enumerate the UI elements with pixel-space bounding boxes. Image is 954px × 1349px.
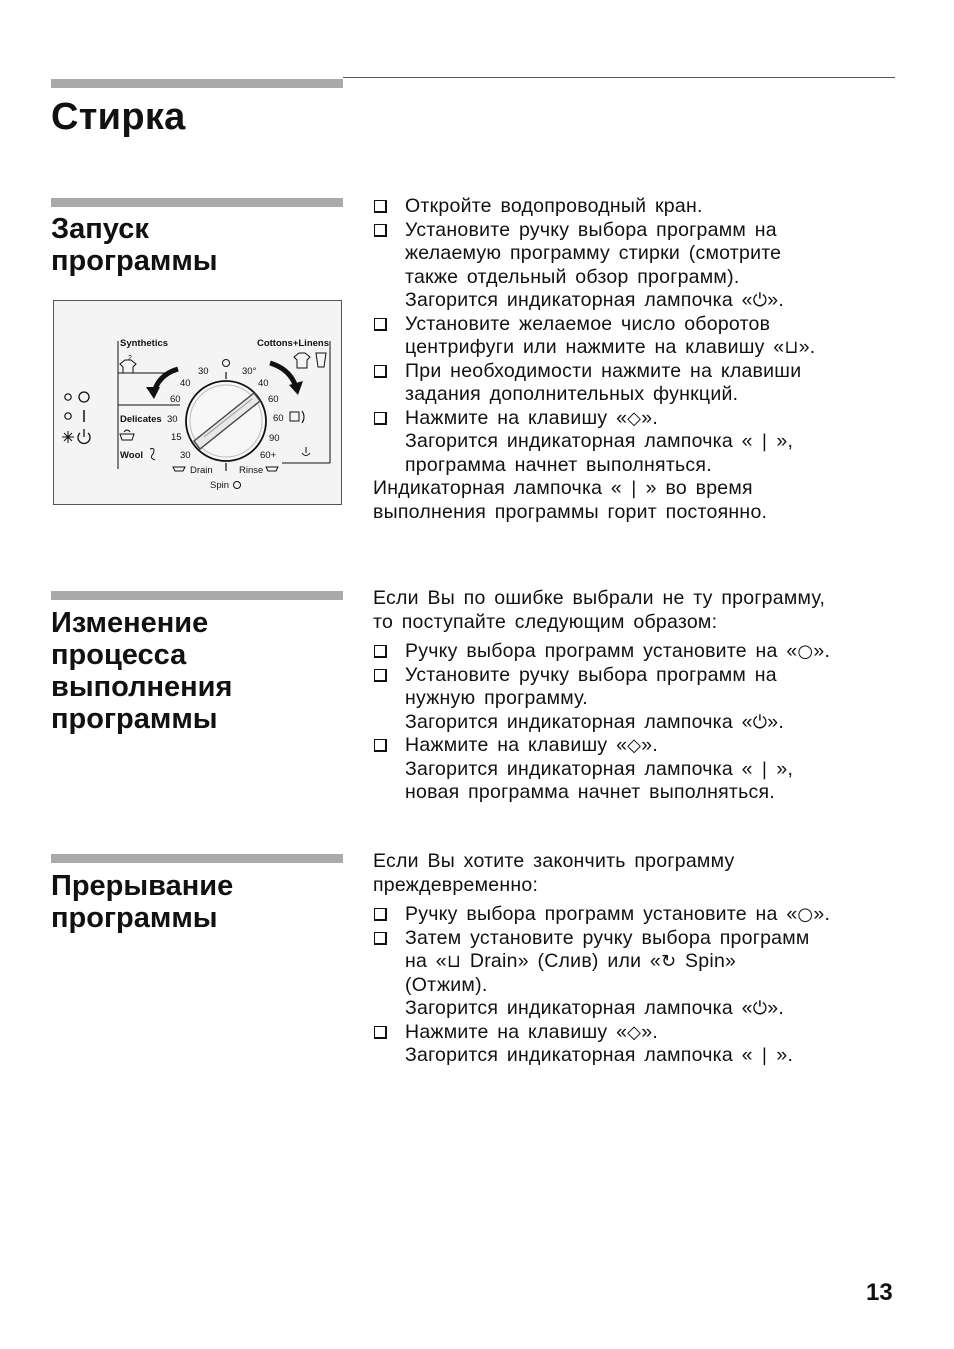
drain-icon: ⊔ <box>446 951 462 972</box>
power-icon: ⏻ <box>752 711 768 733</box>
header-rule-thick <box>51 79 343 88</box>
off-circle-icon: ○ <box>797 641 814 662</box>
dial-temp: 60 <box>273 413 284 424</box>
title-line: Прерывание <box>51 870 234 902</box>
label-drain: Drain <box>190 465 213 476</box>
checkbox-bullet-icon <box>374 739 387 752</box>
list-item: Затем установите ручку выбора программ на «⊔ Drain» (Слив) или «↻ Spin» (Отжим). Загорится индикаторная лампочка «⏻». <box>373 927 903 1021</box>
off-circle-icon: ○ <box>797 904 814 925</box>
section-title-change <box>51 607 232 735</box>
title-line: Изменение <box>51 607 209 639</box>
dial-temp: 60 <box>268 394 279 405</box>
spin-icon <box>234 482 241 489</box>
checkbox-bullet-icon <box>374 1026 387 1039</box>
power-icon: ⏻ <box>752 998 768 1019</box>
cotton-shirt-icon <box>294 353 310 368</box>
dial-temp: 30 <box>167 414 178 425</box>
power-icon: ⏻ <box>752 290 768 311</box>
checkbox-bullet-icon <box>374 365 387 378</box>
section-rule-cancel <box>51 854 343 863</box>
dial-temp: 2 <box>128 355 132 362</box>
checkbox-bullet-icon <box>374 932 387 945</box>
control-panel-illustration <box>53 300 342 505</box>
change-instructions <box>373 587 903 805</box>
page-number: 13 <box>866 1279 893 1306</box>
dial-temp: 60+ <box>260 450 277 461</box>
indicator-bar-icon: | <box>630 478 638 499</box>
arrow-right-icon <box>270 363 296 387</box>
list-item: Установите ручку выбора программ на желаемую программу стирки (смотрите также отдельный обзор программ). Загорится индикаторная лампочка «⏻». <box>373 219 903 313</box>
checkbox-bullet-icon <box>374 908 387 921</box>
rinse-tub-icon <box>266 467 278 471</box>
intro-text: Если Вы по ошибке выбрали не ту программу, то поступайте следующим образом: <box>373 587 826 633</box>
off-circle-icon <box>79 392 89 402</box>
list-item: Откройте водопроводный кран. <box>373 195 903 219</box>
checkbox-bullet-icon <box>374 412 387 425</box>
label-rinse: Rinse <box>239 465 264 476</box>
intro-text: Если Вы хотите закончить программу преждевременно: <box>373 850 735 896</box>
start-instructions <box>373 195 903 524</box>
start-icon: ◇ <box>627 735 642 756</box>
dial-temp: 60 <box>170 394 181 405</box>
dial-temp: 30 <box>198 366 209 377</box>
section-title-start <box>51 213 218 277</box>
page-title: Стирка <box>51 96 186 138</box>
sun-lamp-icon <box>62 431 74 443</box>
header-rule-thin <box>343 77 895 78</box>
indicator-bar-icon: | <box>761 431 768 452</box>
drain-icon <box>173 467 185 471</box>
dial-temp: 30° <box>242 366 257 377</box>
list-item: Установите ручку выбора программ на нужную программу. Загорится индикаторная лампочка «⏻». <box>373 664 903 735</box>
title-line: программы <box>51 703 218 735</box>
title-line: программы <box>51 902 218 934</box>
label-spin: Spin <box>210 480 230 491</box>
dial-temp: 30 <box>180 450 191 461</box>
indicator-bar-icon: | <box>761 1045 768 1066</box>
label-cottons-linens: Cottons+Linens <box>256 338 329 349</box>
note-text: Индикаторная лампочка « | » во время выполнения программы горит постоянно. <box>373 477 768 523</box>
start-icon: ◇ <box>627 407 642 429</box>
rinse-icon <box>302 447 310 456</box>
label-synthetics: Synthetics <box>120 338 169 349</box>
list-item: Ручку выбора программ установите на «○». <box>373 640 903 664</box>
start-icon: ◇ <box>627 1021 642 1043</box>
label-wool: Wool <box>120 450 144 461</box>
program-dial <box>186 381 266 461</box>
dial-temp: 40 <box>258 378 269 389</box>
list-item: Ручку выбора программ установите на «○». <box>373 903 903 927</box>
checkbox-bullet-icon <box>374 200 387 213</box>
wool-icon <box>150 449 155 460</box>
checkbox-bullet-icon <box>374 224 387 237</box>
title-line: программы <box>51 245 218 277</box>
dial-temp: 90 <box>269 433 280 444</box>
title-line: Запуск <box>51 213 149 245</box>
checkbox-bullet-icon <box>374 645 387 658</box>
spin-icon: ↻ <box>661 951 677 972</box>
title-line: выполнения <box>51 671 233 703</box>
section-rule-start <box>51 198 343 207</box>
list-item: Нажмите на клавишу «◇». Загорится индикаторная лампочка « | », новая программа начнет выполняться. <box>373 734 903 805</box>
cancel-instructions <box>373 850 903 1068</box>
checkbox-bullet-icon <box>374 669 387 682</box>
spin-key-icon: ⊔ <box>784 337 799 358</box>
indicator-bar-icon: | <box>761 758 768 780</box>
list-item: Нажмите на клавишу «◇». Загорится индикаторная лампочка « | ». <box>373 1021 903 1068</box>
section-title-cancel <box>51 870 233 934</box>
lamp-icon <box>65 413 71 419</box>
section-rule-change <box>51 591 343 600</box>
power-icon <box>78 429 90 443</box>
lamp-icon <box>65 394 71 400</box>
dial-temp: 40 <box>180 378 191 389</box>
list-item: Нажмите на клавишу «◇». Загорится индикаторная лампочка « | », программа начнет выполняться. <box>373 407 903 478</box>
list-item: При необходимости нажмите на клавиши задания дополнительных функций. <box>373 360 903 407</box>
checkbox-bullet-icon <box>374 318 387 331</box>
title-line: процесса <box>51 639 187 671</box>
dial-temp: 15 <box>171 432 182 443</box>
list-item: Установите желаемое число оборотов центрифуги или нажмите на клавишу «⊔». <box>373 313 903 360</box>
prewash-icon <box>316 353 326 367</box>
label-delicates: Delicates <box>120 414 162 425</box>
temp-icons <box>290 411 304 423</box>
hand-wash-icon <box>120 430 134 440</box>
